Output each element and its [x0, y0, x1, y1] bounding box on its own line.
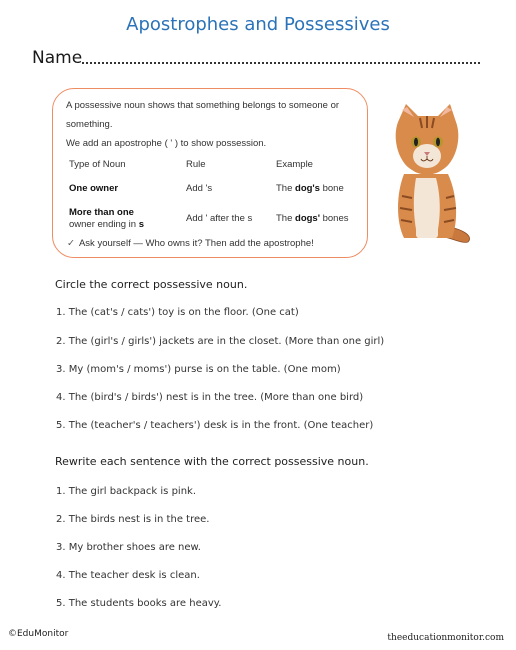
cat-illustration — [382, 104, 474, 244]
name-label: Name — [32, 48, 83, 68]
row2-type-line1-text: More than one — [69, 207, 134, 218]
name-blank[interactable] — [82, 62, 480, 64]
row1-rule: Add 's — [186, 183, 213, 194]
section1-item-2: 2. The (girl's / girls') jackets are in the closet. (More than one girl) — [56, 336, 385, 347]
info-line-3: We add an apostrophe ( ' ) to show possession. — [66, 138, 267, 149]
section2-item-3: 3. My brother shoes are new. — [56, 542, 201, 553]
row1-type-text: One owner — [69, 183, 119, 194]
row2-type-line2-bold: s — [138, 219, 145, 230]
section1-item-3: 3. My (mom's / moms') purse is on the table. (One mom) — [56, 364, 341, 375]
section2-heading: Rewrite each sentence with the correct possessive noun. — [55, 455, 369, 468]
check-icon: ✓ — [67, 238, 75, 249]
section2-item-1: 1. The girl backpack is pink. — [56, 486, 196, 497]
row2-type-line1 — [69, 207, 134, 218]
tip-row — [67, 238, 314, 249]
info-line-2: something. — [66, 119, 113, 130]
name-line — [32, 48, 480, 72]
section2-item-2: 2. The birds nest is in the tree. — [56, 514, 210, 525]
footer-copyright: ©EduMonitor — [8, 629, 69, 639]
row2-rule: Add ' after the s — [186, 213, 253, 224]
tip-text: Ask yourself — Who owns it? Then add the apostrophe! — [78, 238, 314, 249]
row2-example — [276, 213, 349, 224]
header-example: Example — [276, 159, 313, 170]
row2-type-line2 — [69, 219, 144, 230]
section1-item-4: 4. The (bird's / birds') nest is in the tree. (More than one bird) — [56, 392, 364, 403]
row2-example-post: bones — [319, 213, 349, 224]
footer-website[interactable]: theeducationmonitor.com — [387, 633, 504, 643]
info-line-1: A possessive noun shows that something belongs to someone or — [66, 100, 340, 111]
row2-type-line2-pre: owner ending in — [69, 219, 139, 230]
row1-type — [69, 183, 118, 194]
row2-example-pre: The — [276, 213, 296, 224]
section2-item-4: 4. The teacher desk is clean. — [56, 570, 200, 581]
header-rule: Rule — [186, 159, 206, 170]
section1-heading: Circle the correct possessive noun. — [55, 278, 248, 291]
info-box — [52, 88, 368, 258]
section1-item-5: 5. The (teacher's / teachers') desk is in the front. (One teacher) — [56, 420, 374, 431]
row1-example-bold: dog's — [295, 183, 320, 194]
worksheet-title: Apostrophes and Possessives — [126, 14, 390, 35]
section2-item-5: 5. The students books are heavy. — [56, 598, 222, 609]
row1-example-post: bone — [319, 183, 344, 194]
row1-example-pre: The — [276, 183, 296, 194]
section1-item-1: 1. The (cat's / cats') toy is on the floor. (One cat) — [56, 307, 299, 318]
row2-example-bold: dogs' — [295, 213, 320, 224]
header-type: Type of Noun — [69, 159, 126, 170]
row1-example — [276, 183, 344, 194]
